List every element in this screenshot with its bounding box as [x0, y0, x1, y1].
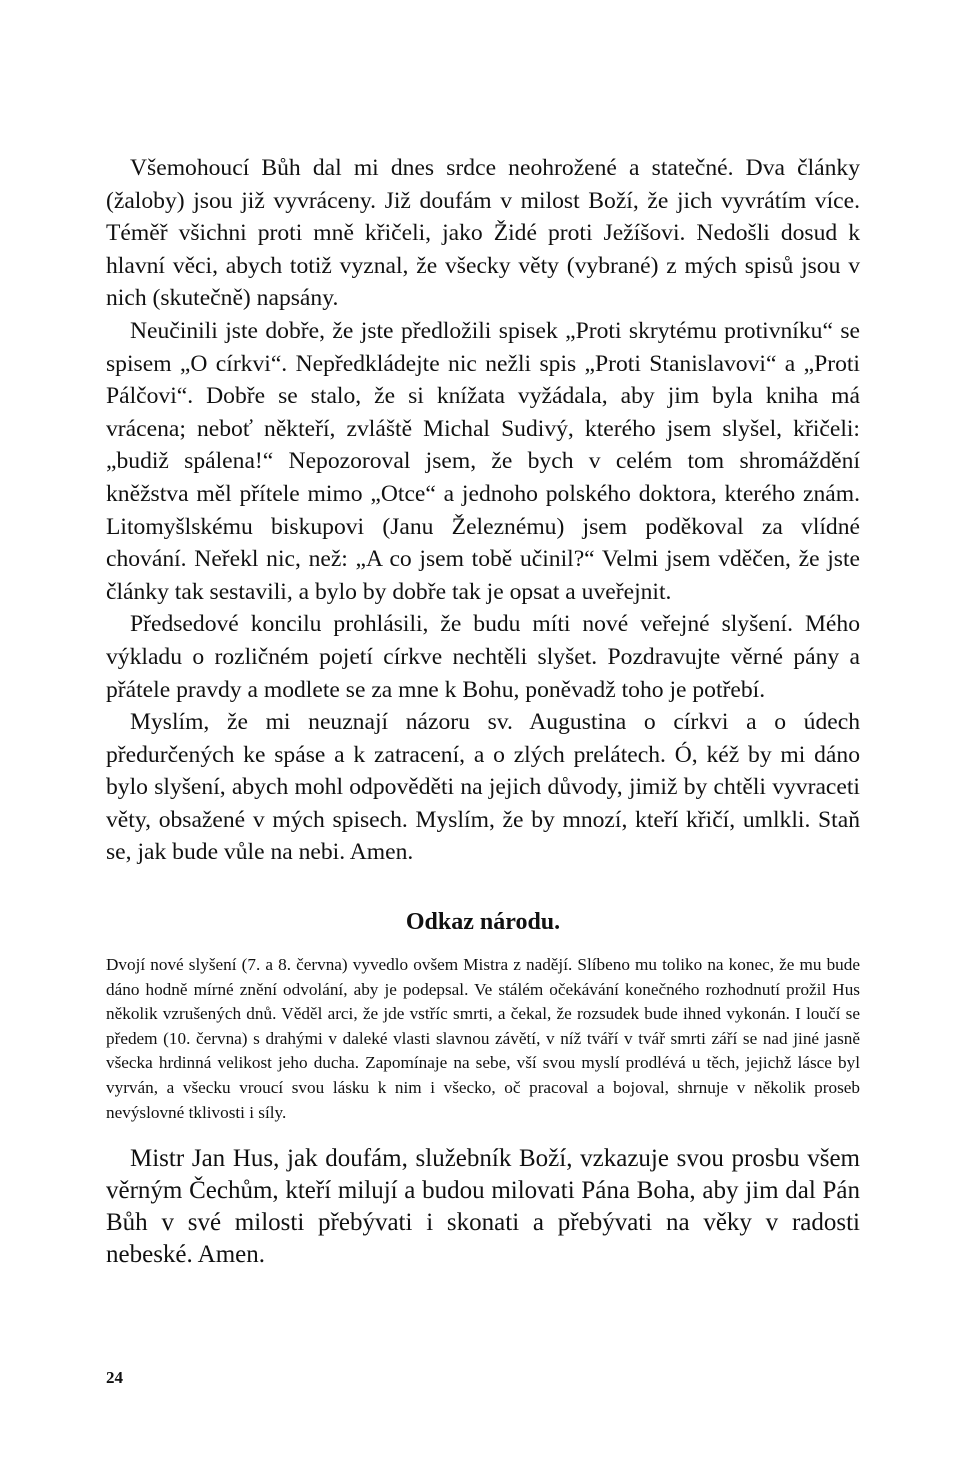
- section-heading: Odkaz národu.: [405, 909, 561, 936]
- paragraph-1: Všemohoucí Bůh dal mi dnes srdce neohrožené a statečné. Dva články (žaloby) jsou již vyvráceny. Již doufám v milost Boží, že jich vyvrátím více. Téměř všichni proti mně křičeli, jako Židé proti Ježíšovi. Nedošli dosud k hlavní věci, abych totiž vyznal, že všecky věty (vybrané) z mých spisů jsou v nich (skutečně) napsány.: [106, 155, 860, 312]
- page-content: [106, 152, 860, 1271]
- paragraph-3: Předsedové koncilu prohlásili, že budu míti nové veřejné slyšení. Mého výkladu o rozličném pojetí církve nechtěli slyšet. Pozdravujte věrné pány a přátele pravdy a modlete se za mne k Bohu, poněvadž toho je potřebí.: [106, 611, 860, 703]
- section-final-paragraph: Mistr Jan Hus, jak doufám, služebník Boží, vzkazuje svou prosbu všem věrným Čechům, kteří milují a budou milovati Pána Boha, aby jim dal Pán Bůh v své milosti přebývati i skonati a přebývati na věky v radosti nebeské. Amen.: [106, 1145, 860, 1269]
- section-intro: Dvojí nové slyšení (7. a 8. června) vyvedlo ovšem Mistra z nadějí. Slíbeno mu toliko na konec, že mu bude dáno hodně mírné znění odvolání, aby je podepsal. Ve stálém očekávání konečného rozhodnutí prožil Hus několik vzrušených dnů. Věděl arci, že jde vstříc smrti, a čekal, že rozsudek bude ihned vykonán. I loučí se předem (10. června) s drahými v daleké vlasti slavnou závětí, v níž tváří v tvář smrti září se nad jiné jasně všecka hrdinná velikost jeho ducha. Zapomínaje na sebe, vší svou myslí prodlévá u těch, jejichž lásce byl vyrván, a všecku vroucí svou lásku k nim i všecko, oč pracoval a bojoval, shrnuje v několik proseb nevýslovné tklivosti i síly.: [106, 955, 860, 1122]
- page-number: 24: [106, 1368, 123, 1387]
- paragraph-4: Myslím, že mi neuznají názoru sv. Augustina o církvi a o údech předurčených ke spáse a k zatracení, a o zlých prelátech. Ó, kéž by mi dáno bylo slyšení, abych mohl odpověděti na jejich důvody, jimiž by chtěli vyvraceti věty, obsažené v mých spisech. Myslím, že by mnozí, kteří křičí, umlkli. Staň se, jak bude vůle na nebi. Amen.: [106, 709, 860, 866]
- paragraph-2: Neučinili jste dobře, že jste předložili spisek „Proti skrytému protivníku“ se spisem „O církvi“. Nepředkládejte nic nežli spis „Proti Stanislavovi“ a „Proti Pálčovi“. Dobře se stalo, že si knížata vyžádala, aby jim byla kniha má vrácena; neboť někteří, zvláště Michal Sudivý, kterého jsem slyšel, křičeli: „budiž spálena!“ Nepozoroval jsem, že bych v celém tom shromáždění kněžstva měl přítele mimo „Otce“ a jednoho polského doktora, kterého znám. Litomyšlskému biskupovi (Janu Železnému) jsem poděkoval za vlídné chování. Neřekl nic, než: „A co jsem tobě učinil?“ Velmi jsem vděčen, že jste články tak sestavili, a bylo by dobře tak je opsat a uveřejnit.: [106, 317, 860, 605]
